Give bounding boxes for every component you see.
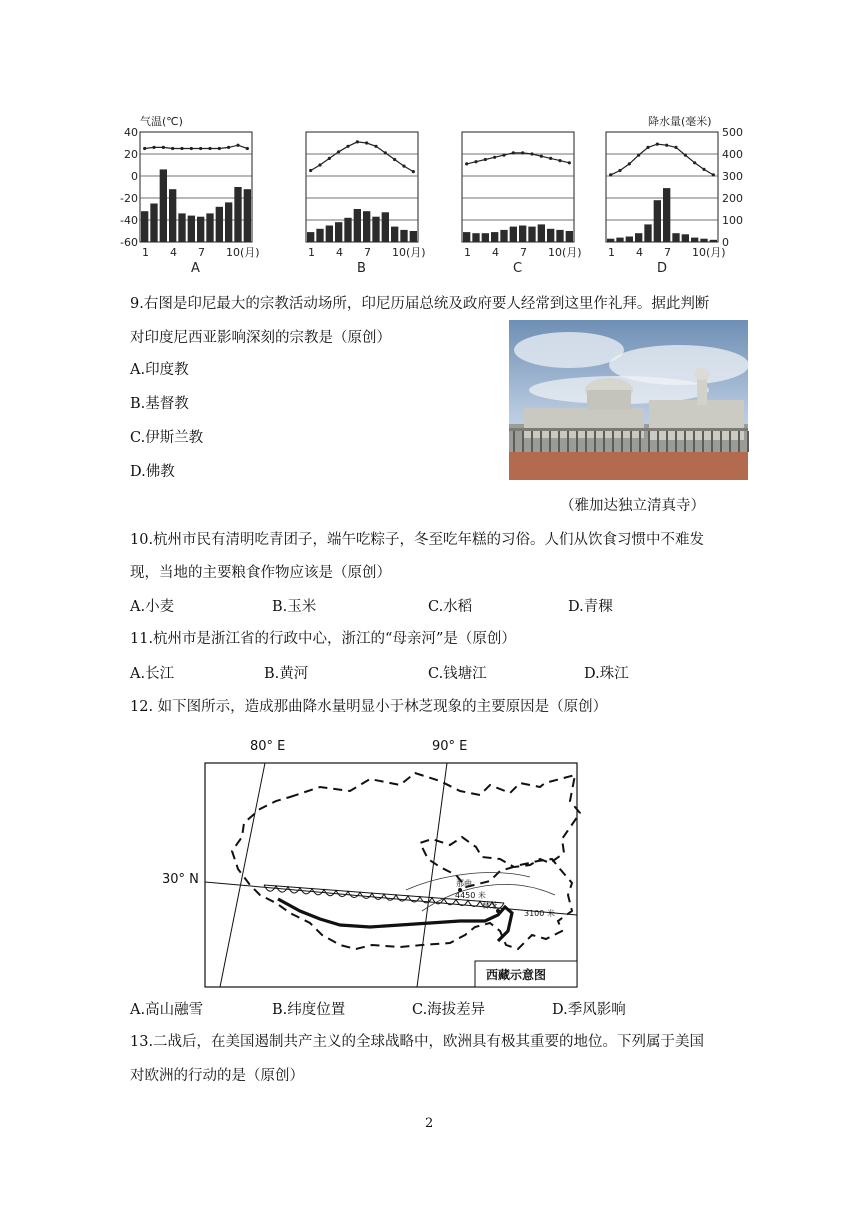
temp-point-b-10 — [393, 158, 396, 161]
precip-bar-a-12 — [244, 189, 251, 242]
precip-bar-d-10 — [691, 238, 698, 242]
q12-option-d[interactable]: D.季风影响 — [552, 1002, 626, 1018]
month-tick-a-2: 4 — [170, 246, 177, 259]
precip-tick-6: 0 — [722, 236, 729, 249]
temp-line-b — [311, 142, 414, 172]
temp-point-b-2 — [318, 163, 321, 166]
month-tick-c-4: 10(月) — [548, 246, 582, 259]
precip-bar-d-11 — [700, 239, 707, 242]
temp-line-d — [611, 144, 714, 175]
precip-bar-c-2 — [472, 233, 479, 242]
temp-point-c-6 — [512, 151, 515, 154]
precip-tick-1: 500 — [722, 126, 743, 139]
precip-bar-a-5 — [178, 213, 185, 242]
precipitation-axis-title: 降水量(毫米) — [648, 115, 712, 128]
precip-bar-d-5 — [644, 224, 651, 242]
temp-point-d-3 — [628, 162, 631, 165]
temp-point-a-4 — [171, 147, 174, 150]
precip-bar-c-9 — [538, 224, 545, 242]
precip-bar-c-10 — [547, 229, 554, 242]
month-tick-b-3: 7 — [364, 246, 371, 259]
longitude-90-label: 90° E — [432, 739, 468, 754]
precip-bar-a-6 — [188, 216, 195, 242]
month-tick-b-1: 1 — [308, 246, 315, 259]
temp-point-c-4 — [493, 156, 496, 159]
temp-point-c-7 — [521, 151, 524, 154]
month-tick-a-3: 7 — [198, 246, 205, 259]
temp-point-c-3 — [484, 158, 487, 161]
temp-point-b-6 — [356, 140, 359, 143]
chart-label-b: B — [357, 261, 366, 276]
precip-tick-2: 400 — [722, 148, 743, 161]
temp-line-c — [467, 153, 570, 164]
q9-stem-line1: 9.右图是印尼最大的宗教活动场所，印尼历届总统及政府要人经常到这里作礼拜。据此判断 — [130, 296, 710, 312]
q12-stem: 12. 如下图所示，造成那曲降水量明显小于林芝现象的主要原因是（原创） — [130, 699, 608, 715]
mosque-caption: （雅加达独立清真寺） — [560, 498, 705, 514]
precip-bar-a-10 — [225, 202, 232, 242]
month-tick-c-2: 4 — [492, 246, 499, 259]
precip-bar-b-6 — [354, 209, 361, 242]
precip-bar-c-4 — [491, 232, 498, 242]
precip-bar-b-1 — [307, 232, 314, 242]
precip-bar-c-7 — [519, 226, 526, 243]
precip-bar-b-9 — [382, 212, 389, 242]
precip-bar-a-7 — [197, 217, 204, 242]
precip-bar-a-3 — [160, 169, 167, 242]
precip-bar-b-5 — [344, 218, 351, 242]
temp-point-a-11 — [236, 144, 239, 147]
precip-bar-c-12 — [566, 231, 573, 242]
temp-point-a-6 — [190, 147, 193, 150]
precip-bar-d-1 — [607, 239, 614, 242]
precip-bar-d-8 — [672, 233, 679, 242]
precip-bar-d-3 — [626, 237, 633, 243]
chart-label-d: D — [657, 261, 668, 276]
mosque-photo — [509, 320, 748, 480]
precip-tick-4: 200 — [722, 192, 743, 205]
naqu-label: 那曲 — [456, 879, 472, 888]
chart-label-a: A — [191, 261, 200, 276]
precip-tick-5: 100 — [722, 214, 743, 227]
temp-point-c-1 — [465, 162, 468, 165]
temp-point-d-8 — [674, 146, 677, 149]
precip-bar-b-4 — [335, 222, 342, 242]
temp-point-d-11 — [702, 168, 705, 171]
temp-point-b-5 — [346, 145, 349, 148]
precip-bar-c-6 — [510, 227, 517, 242]
temp-point-b-8 — [374, 145, 377, 148]
month-tick-c-1: 1 — [464, 246, 471, 259]
tibet-map — [160, 735, 590, 995]
temp-point-c-11 — [558, 159, 561, 162]
q11-option-d[interactable]: D.珠江 — [584, 666, 629, 682]
precip-bar-b-3 — [326, 226, 333, 243]
temp-tick-3: 0 — [131, 170, 138, 183]
temp-point-b-7 — [365, 141, 368, 144]
naqu-elevation: 4450 米 — [455, 891, 486, 900]
temp-tick-2: 20 — [124, 148, 138, 161]
month-tick-b-2: 4 — [336, 246, 343, 259]
nyingchi-label: 林芝 — [482, 901, 498, 910]
temp-point-d-2 — [618, 169, 621, 172]
precip-bar-c-3 — [482, 233, 489, 242]
q9-option-a[interactable]: A.印度教 — [130, 362, 189, 378]
month-tick-c-3: 7 — [520, 246, 527, 259]
temp-point-d-4 — [637, 154, 640, 157]
q10-option-a[interactable]: A.小麦 — [130, 599, 175, 615]
temp-point-d-10 — [693, 161, 696, 164]
q9-stem-line2: 对印度尼西亚影响深刻的宗教是（原创） — [130, 330, 391, 346]
temp-point-a-1 — [143, 147, 146, 150]
precip-bar-a-8 — [206, 213, 213, 242]
q10-option-d[interactable]: D.青稞 — [568, 599, 613, 615]
precip-bar-d-2 — [616, 238, 623, 242]
temp-tick-4: -20 — [120, 192, 138, 205]
q9-option-d[interactable]: D.佛教 — [130, 464, 175, 480]
precip-bar-d-4 — [635, 233, 642, 242]
temp-point-d-9 — [684, 154, 687, 157]
month-tick-a-4: 10(月) — [226, 246, 260, 259]
precip-bar-b-10 — [391, 227, 398, 242]
precip-bar-d-12 — [710, 240, 717, 242]
precip-bar-d-7 — [663, 188, 670, 242]
month-tick-d-4: 10(月) — [692, 246, 726, 259]
temp-point-a-5 — [180, 147, 183, 150]
precip-bar-a-4 — [169, 189, 176, 242]
temp-point-b-1 — [309, 169, 312, 172]
precip-bar-b-12 — [410, 231, 417, 242]
q10-stem-line2: 现，当地的主要粮食作物应该是（原创） — [130, 565, 391, 581]
precip-bar-c-1 — [463, 232, 470, 242]
chart-frame-d — [606, 132, 718, 242]
q12-option-a[interactable]: A.高山融雪 — [130, 1002, 204, 1018]
temp-point-d-5 — [646, 146, 649, 149]
q11-option-c[interactable]: C.钱塘江 — [428, 666, 487, 682]
temp-tick-5: -40 — [120, 214, 138, 227]
temp-point-d-6 — [656, 143, 659, 146]
temp-point-a-10 — [227, 146, 230, 149]
temp-point-b-9 — [384, 151, 387, 154]
q11-stem: 11.杭州市是浙江省的行政中心，浙江的“母亲河”是（原创） — [130, 631, 516, 647]
precip-bar-d-6 — [654, 200, 661, 242]
precip-bar-b-8 — [372, 217, 379, 242]
precip-bar-d-9 — [682, 234, 689, 242]
precip-bar-b-2 — [316, 229, 323, 242]
temp-point-b-4 — [337, 150, 340, 153]
precip-tick-3: 300 — [722, 170, 743, 183]
q9-option-c[interactable]: C.伊斯兰教 — [130, 430, 204, 446]
chart-label-c: C — [513, 261, 523, 276]
temp-point-c-12 — [568, 161, 571, 164]
precip-bar-a-1 — [141, 211, 148, 242]
month-tick-d-2: 4 — [636, 246, 643, 259]
temp-point-c-5 — [502, 154, 505, 157]
q11-option-b[interactable]: B.黄河 — [264, 666, 309, 682]
q13-stem-line1: 13.二战后，在美国遏制共产主义的全球战略中，欧洲具有极其重要的地位。下列属于美国 — [130, 1034, 705, 1050]
precip-bar-a-2 — [150, 204, 157, 243]
nyingchi-elevation: 3100 米 — [524, 909, 555, 918]
q10-option-b[interactable]: B.玉米 — [272, 599, 317, 615]
q10-option-c[interactable]: C.水稻 — [428, 599, 473, 615]
latitude-30-label: 30° N — [162, 872, 199, 887]
precip-bar-a-11 — [234, 187, 241, 242]
temp-point-b-12 — [412, 170, 415, 173]
temp-point-d-1 — [609, 173, 612, 176]
precip-bar-b-7 — [363, 211, 370, 242]
q12-option-c[interactable]: C.海拔差异 — [412, 1002, 486, 1018]
q10-stem-line1: 10.杭州市民有清明吃青团子，端午吃粽子，冬至吃年糕的习俗。人们从饮食习惯中不难发 — [130, 532, 705, 548]
temperature-axis-title: 气温(℃) — [140, 115, 183, 128]
q11-option-a[interactable]: A.长江 — [130, 666, 175, 682]
temp-point-c-8 — [530, 152, 533, 155]
precip-bar-b-11 — [400, 230, 407, 242]
map-title: 西藏示意图 — [486, 968, 547, 982]
chart-frame-c — [462, 132, 574, 242]
climate-charts — [120, 108, 743, 278]
temp-point-b-11 — [402, 165, 405, 168]
temp-point-a-7 — [199, 147, 202, 150]
temp-point-b-3 — [328, 157, 331, 160]
temp-line-a — [145, 145, 248, 148]
month-tick-d-3: 7 — [664, 246, 671, 259]
precip-bar-c-5 — [500, 230, 507, 242]
precip-bar-a-9 — [216, 207, 223, 242]
temp-point-a-9 — [218, 147, 221, 150]
temp-point-c-2 — [474, 160, 477, 163]
month-tick-b-4: 10(月) — [392, 246, 426, 259]
temp-point-c-10 — [549, 157, 552, 160]
precip-bar-c-8 — [528, 227, 535, 242]
temp-point-a-12 — [246, 147, 249, 150]
month-tick-d-1: 1 — [608, 246, 615, 259]
longitude-80-label: 80° E — [250, 739, 286, 754]
temp-point-c-9 — [540, 155, 543, 158]
month-tick-a-1: 1 — [142, 246, 149, 259]
q9-option-b[interactable]: B.基督教 — [130, 396, 189, 412]
temp-tick-6: -60 — [120, 236, 138, 249]
temp-point-a-3 — [162, 146, 165, 149]
page-number: 2 — [425, 1116, 434, 1131]
temp-point-a-2 — [152, 146, 155, 149]
temp-tick-1: 40 — [124, 126, 138, 139]
temp-point-d-7 — [665, 144, 668, 147]
q12-option-b[interactable]: B.纬度位置 — [272, 1002, 346, 1018]
temp-point-a-8 — [208, 147, 211, 150]
q13-stem-line2: 对欧洲的行动的是（原创） — [130, 1068, 304, 1084]
precip-bar-c-11 — [556, 230, 563, 242]
temp-point-d-12 — [712, 173, 715, 176]
chart-frame-b — [306, 132, 418, 242]
